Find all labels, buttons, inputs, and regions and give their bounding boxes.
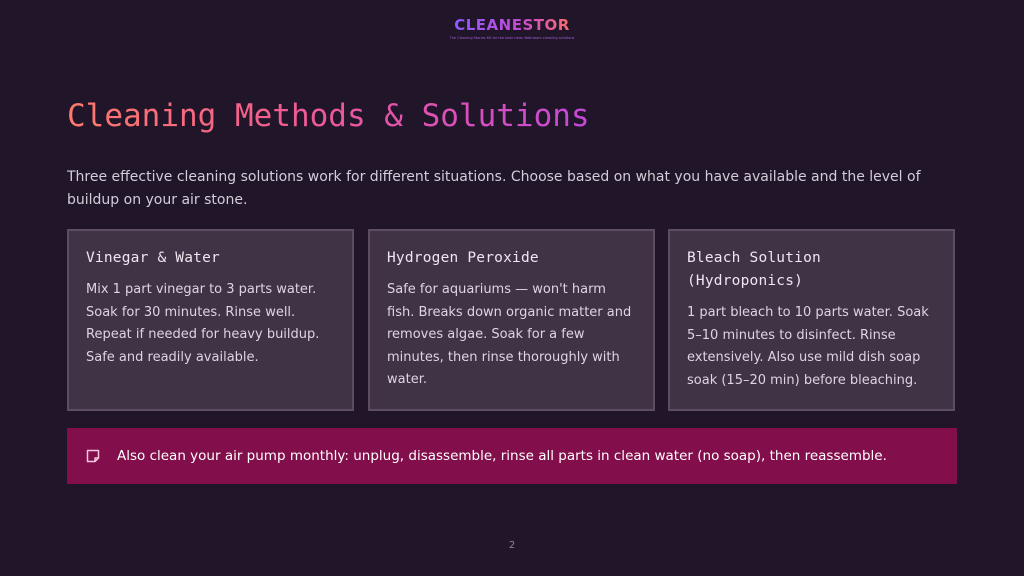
solution-card-vinegar xyxy=(67,229,354,411)
brand-logo xyxy=(0,15,1024,41)
card-title: Hydrogen Peroxide xyxy=(387,250,539,266)
pump-maintenance-callout xyxy=(67,428,957,484)
card-body: 1 part bleach to 10 parts water. Soak 5–10 minutes to disinfect. Rinse extensively. Also use mild dish soap soak (15–20 min) before bleaching. xyxy=(687,305,929,388)
card-body: Mix 1 part vinegar to 3 parts water. Soak for 30 minutes. Rinse well. Repeat if needed for heavy buildup. Safe and readily available. xyxy=(86,282,320,365)
card-title: Bleach Solution (Hydroponics) xyxy=(687,250,821,289)
solution-card-hydrogen-peroxide xyxy=(368,229,655,411)
logo-wordmark: CLEANESTOR xyxy=(454,16,570,34)
logo-tagline: The Cleaning Stones Kit for the best clean Bathroom cleaning solutions xyxy=(449,36,575,40)
page-number: 2 xyxy=(508,540,516,551)
intro-paragraph: Three effective cleaning solutions work for different situations. Choose based on what you have available and the level of buildup on your air stone. xyxy=(67,169,921,208)
solution-card-bleach xyxy=(668,229,955,411)
card-title: Vinegar & Water xyxy=(86,250,220,266)
callout-text: Also clean your air pump monthly: unplug, disassemble, rinse all parts in clean water (no soap), then reassemble. xyxy=(117,448,887,464)
card-body: Safe for aquariums — won't harm fish. Breaks down organic matter and removes algae. Soak for a few minutes, then rinse thoroughly with water. xyxy=(387,282,632,388)
slide-title: Cleaning Methods & Solutions xyxy=(67,94,590,138)
note-icon xyxy=(85,448,101,464)
